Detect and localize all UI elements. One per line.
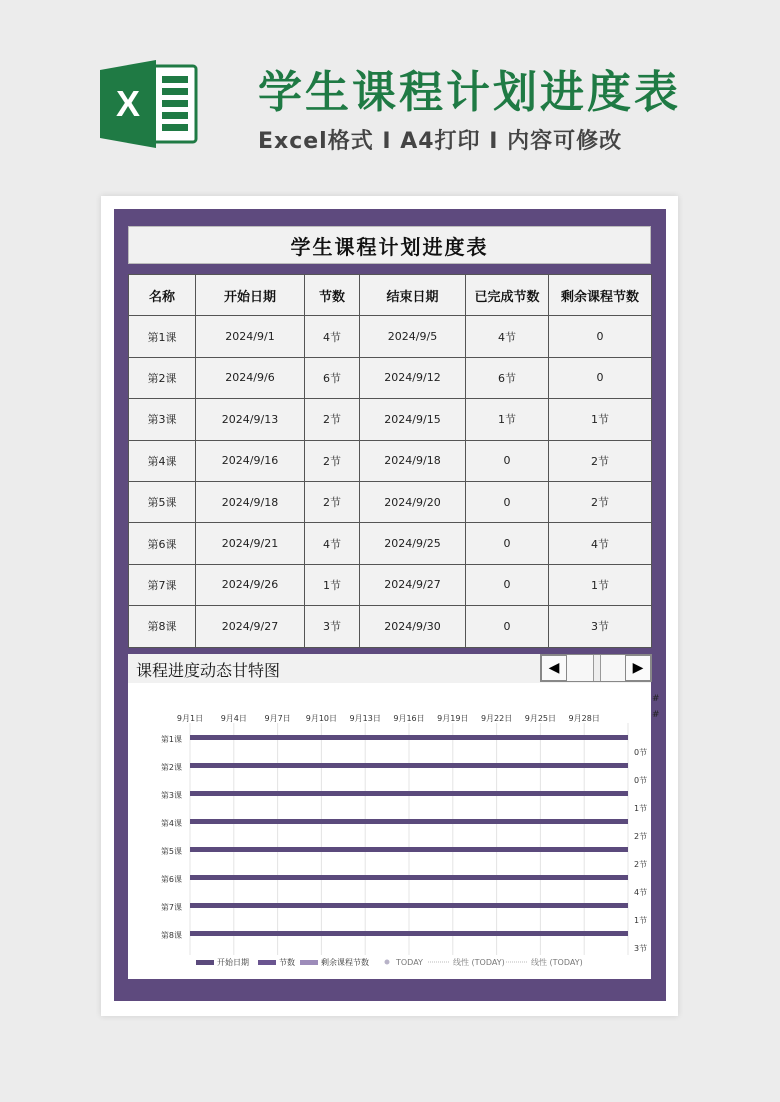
gantt-bar bbox=[190, 763, 628, 768]
x-tick-label: 9月19日 bbox=[437, 714, 469, 723]
excel-logo-icon bbox=[100, 56, 200, 152]
table-cell: 第2课 bbox=[129, 357, 196, 398]
table-cell: 2024/9/27 bbox=[360, 564, 466, 605]
legend-label: TODAY bbox=[396, 958, 423, 967]
x-tick-label: 9月28日 bbox=[568, 714, 600, 723]
table-cell: 2节 bbox=[305, 440, 360, 481]
table-cell: 3节 bbox=[549, 606, 652, 647]
legend-swatch bbox=[300, 960, 318, 965]
table-cell: 2024/9/20 bbox=[360, 481, 466, 522]
col-header-remaining: 剩余课程节数 bbox=[549, 275, 652, 316]
table-cell: 2节 bbox=[305, 399, 360, 440]
table-cell: 3节 bbox=[305, 606, 360, 647]
legend-label: 开始日期 bbox=[217, 958, 249, 967]
table-cell: 2节 bbox=[549, 440, 652, 481]
table-row bbox=[129, 523, 652, 564]
table-row bbox=[129, 481, 652, 522]
table-cell: 2024/9/30 bbox=[360, 606, 466, 647]
table-cell: 0 bbox=[549, 316, 652, 357]
logo-letter: X bbox=[115, 83, 141, 124]
category-label: 第6课 bbox=[160, 875, 182, 884]
gantt-bar bbox=[190, 735, 628, 740]
table-cell: 2024/9/13 bbox=[196, 399, 305, 440]
x-tick-label: 9月22日 bbox=[480, 714, 513, 723]
table-cell: 2024/9/26 bbox=[196, 564, 305, 605]
remaining-label: 1节 bbox=[634, 916, 648, 925]
table-row bbox=[129, 606, 652, 647]
table-cell: 0 bbox=[549, 357, 652, 398]
table-cell: 2节 bbox=[549, 481, 652, 522]
table-cell: 2024/9/5 bbox=[360, 316, 466, 357]
x-tick-label: 9月1日 bbox=[176, 714, 204, 723]
gantt-bar bbox=[190, 791, 628, 796]
legend-swatch bbox=[258, 960, 276, 965]
gantt-bar bbox=[190, 875, 628, 880]
table-cell: 0 bbox=[466, 523, 549, 564]
table-cell: 2024/9/25 bbox=[360, 523, 466, 564]
category-label: 第2课 bbox=[160, 763, 182, 772]
table-cell: 第1课 bbox=[129, 316, 196, 357]
category-label: 第7课 bbox=[160, 903, 182, 912]
remaining-label: 2节 bbox=[634, 832, 648, 841]
col-header-done: 已完成节数 bbox=[466, 275, 549, 316]
table-cell: 2024/9/15 bbox=[360, 399, 466, 440]
table-cell: 1节 bbox=[466, 399, 549, 440]
table-cell: 4节 bbox=[305, 316, 360, 357]
table-cell: 0 bbox=[466, 606, 549, 647]
x-tick-label: 9月4日 bbox=[220, 714, 247, 723]
chart-header bbox=[128, 654, 651, 683]
table-cell: 2节 bbox=[305, 481, 360, 522]
table-cell: 2024/9/18 bbox=[196, 481, 305, 522]
legend-label: 线性 (TODAY) bbox=[453, 958, 505, 967]
remaining-label: 0节 bbox=[634, 748, 648, 757]
chart-title: 课程进度动态甘特图 bbox=[136, 661, 281, 680]
scroll-thumb[interactable] bbox=[593, 655, 601, 681]
table-cell: 1节 bbox=[305, 564, 360, 605]
table-cell: 2024/9/16 bbox=[196, 440, 305, 481]
col-header-count: 节数 bbox=[305, 275, 360, 316]
remaining-label: 4节 bbox=[634, 888, 648, 897]
table-row bbox=[129, 316, 652, 357]
remaining-label: 0节 bbox=[634, 776, 648, 785]
overflow-mark: # bbox=[652, 710, 660, 720]
x-tick-label: 9月7日 bbox=[264, 714, 291, 723]
table-cell: 第8课 bbox=[129, 606, 196, 647]
table-row bbox=[129, 564, 652, 605]
x-tick-label: 9月13日 bbox=[349, 714, 381, 723]
table-cell: 第7课 bbox=[129, 564, 196, 605]
gantt-chart bbox=[128, 683, 651, 979]
x-tick-label: 9月10日 bbox=[305, 714, 338, 723]
legend-label: 节数 bbox=[279, 958, 295, 967]
table-cell: 0 bbox=[466, 481, 549, 522]
legend-label: 剩余课程节数 bbox=[321, 958, 369, 967]
table-header-row bbox=[129, 275, 652, 316]
table-cell: 第4课 bbox=[129, 440, 196, 481]
subtitle: Excel格式 I A4打印 I 内容可修改 bbox=[258, 129, 623, 154]
category-label: 第4课 bbox=[160, 819, 182, 828]
table-cell: 0 bbox=[466, 440, 549, 481]
table-cell: 2024/9/1 bbox=[196, 316, 305, 357]
table-cell: 第3课 bbox=[129, 399, 196, 440]
x-tick-label: 9月16日 bbox=[393, 714, 425, 723]
col-header-name: 名称 bbox=[129, 275, 196, 316]
legend-swatch bbox=[385, 960, 390, 965]
remaining-label: 2节 bbox=[634, 860, 648, 869]
table-cell: 1节 bbox=[549, 399, 652, 440]
category-label: 第3课 bbox=[160, 791, 182, 800]
course-table bbox=[128, 274, 652, 648]
table-cell: 第6课 bbox=[129, 523, 196, 564]
table-cell: 4节 bbox=[549, 523, 652, 564]
gantt-bar bbox=[190, 847, 628, 852]
col-header-start: 开始日期 bbox=[196, 275, 305, 316]
table-row bbox=[129, 399, 652, 440]
category-label: 第8课 bbox=[160, 931, 182, 940]
col-header-end: 结束日期 bbox=[360, 275, 466, 316]
table-cell: 2024/9/27 bbox=[196, 606, 305, 647]
main-title: 学生课程计划进度表 bbox=[258, 67, 681, 118]
table-cell: 0 bbox=[466, 564, 549, 605]
table-cell: 4节 bbox=[466, 316, 549, 357]
table-cell: 第5课 bbox=[129, 481, 196, 522]
gantt-bar bbox=[190, 903, 628, 908]
table-row bbox=[129, 357, 652, 398]
scroll-left-button[interactable]: ◀ bbox=[541, 655, 567, 681]
category-label: 第1课 bbox=[160, 735, 182, 744]
table-row bbox=[129, 440, 652, 481]
gantt-bar bbox=[190, 931, 628, 936]
legend-label: 线性 (TODAY) bbox=[531, 958, 583, 967]
x-tick-label: 9月25日 bbox=[524, 714, 557, 723]
table-cell: 6节 bbox=[305, 357, 360, 398]
scroll-right-button[interactable]: ▶ bbox=[625, 655, 651, 681]
legend-swatch bbox=[196, 960, 214, 965]
remaining-label: 1节 bbox=[634, 804, 648, 813]
date-scrollbar[interactable] bbox=[540, 654, 652, 682]
table-cell: 2024/9/18 bbox=[360, 440, 466, 481]
table-cell: 2024/9/21 bbox=[196, 523, 305, 564]
table-cell: 2024/9/12 bbox=[360, 357, 466, 398]
table-cell: 4节 bbox=[305, 523, 360, 564]
remaining-label: 3节 bbox=[634, 944, 648, 953]
table-cell: 6节 bbox=[466, 357, 549, 398]
table-cell: 1节 bbox=[549, 564, 652, 605]
table-cell: 2024/9/6 bbox=[196, 357, 305, 398]
category-label: 第5课 bbox=[160, 847, 182, 856]
overflow-mark: # bbox=[652, 694, 660, 704]
gantt-bar bbox=[190, 819, 628, 824]
sheet-title: 学生课程计划进度表 bbox=[128, 226, 651, 264]
